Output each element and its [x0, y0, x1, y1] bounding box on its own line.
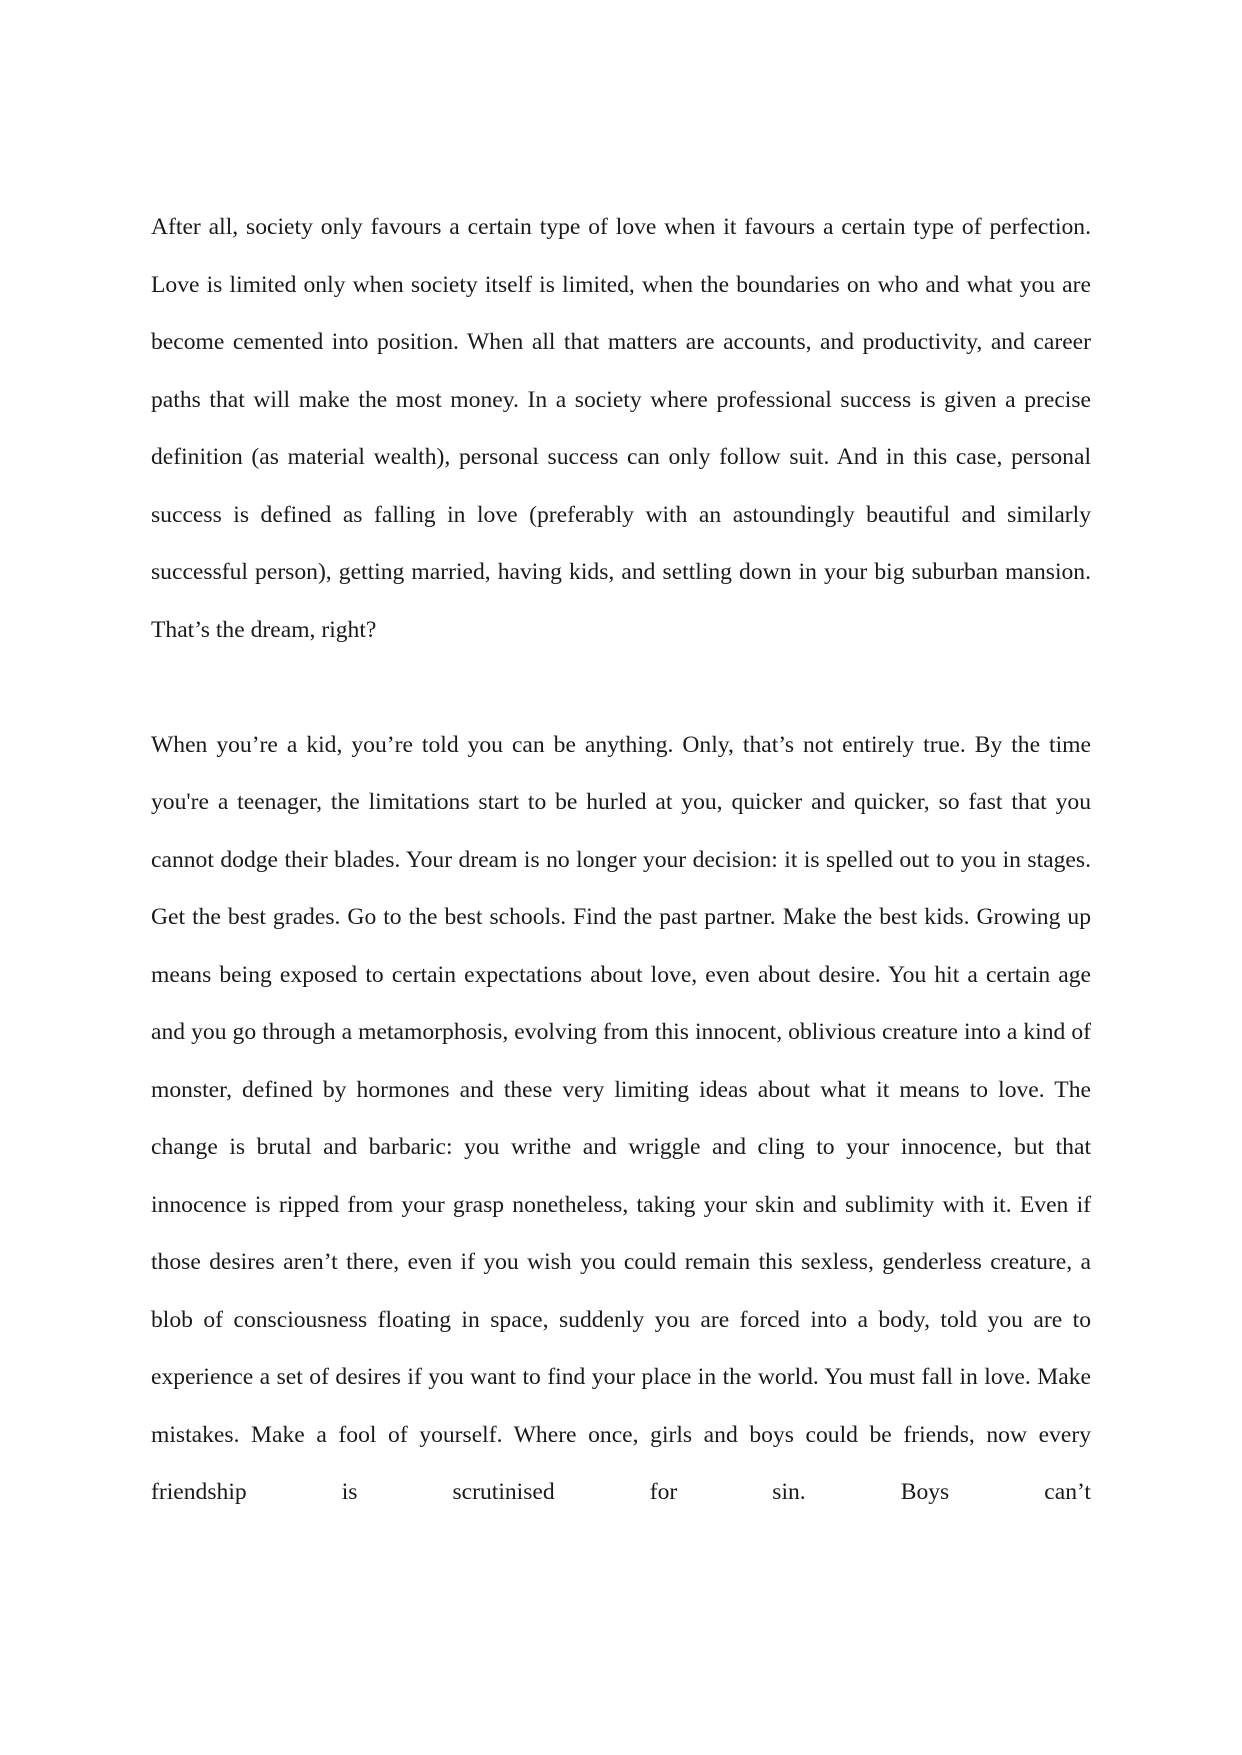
paragraph-2: When you’re a kid, you’re told you can be anything. Only, that’s not entirely true. By the time you're a teenager, the limitations start to be hurled at you, quicker and quicker, so fast that you cannot dodge their blades. Your dream is no longer your decision: it is spelled out to you in stages. Get the best grades. Go to the best schools. Find the past partner. Make the best kids. Growing up means being exposed to certain expectations about love, even about desire. You hit a certain age and you go through a metamorphosis, evolving from this innocent, oblivious creature into a kind of monster, defined by hormones and these very limiting ideas about what it means to love. The change is brutal and barbaric: you writhe and wriggle and cling to your innocence, but that innocence is ripped from your grasp nonetheless, taking your skin and sublimity with it. Even if those desires aren’t there, even if you wish you could remain this sexless, genderless creature, a blob of consciousness floating in space, suddenly you are forced into a body, told you are to experience a set of desires if you want to find your place in the world. You must fall in love. Make mistakes. Make a fool of yourself. Where once, girls and boys could be friends, now every friendship is scrutinised for sin. Boys can’t	[151, 731, 1091, 1505]
paragraph-1: After all, society only favours a certain type of love when it favours a certain type of perfection. Love is limited only when society itself is limited, when the boundaries on who and what you are become cemented into position. When all that matters are accounts, and productivity, and career paths that will make the most money. In a society where professional success is given a precise definition (as material wealth), personal success can only follow suit. And in this case, personal success is defined as falling in love (preferably with an astoundingly beautiful and similarly successful person), getting married, having kids, and settling down in your big suburban mansion. That’s the dream, right?	[151, 214, 1091, 643]
body-text	[151, 199, 1091, 1522]
